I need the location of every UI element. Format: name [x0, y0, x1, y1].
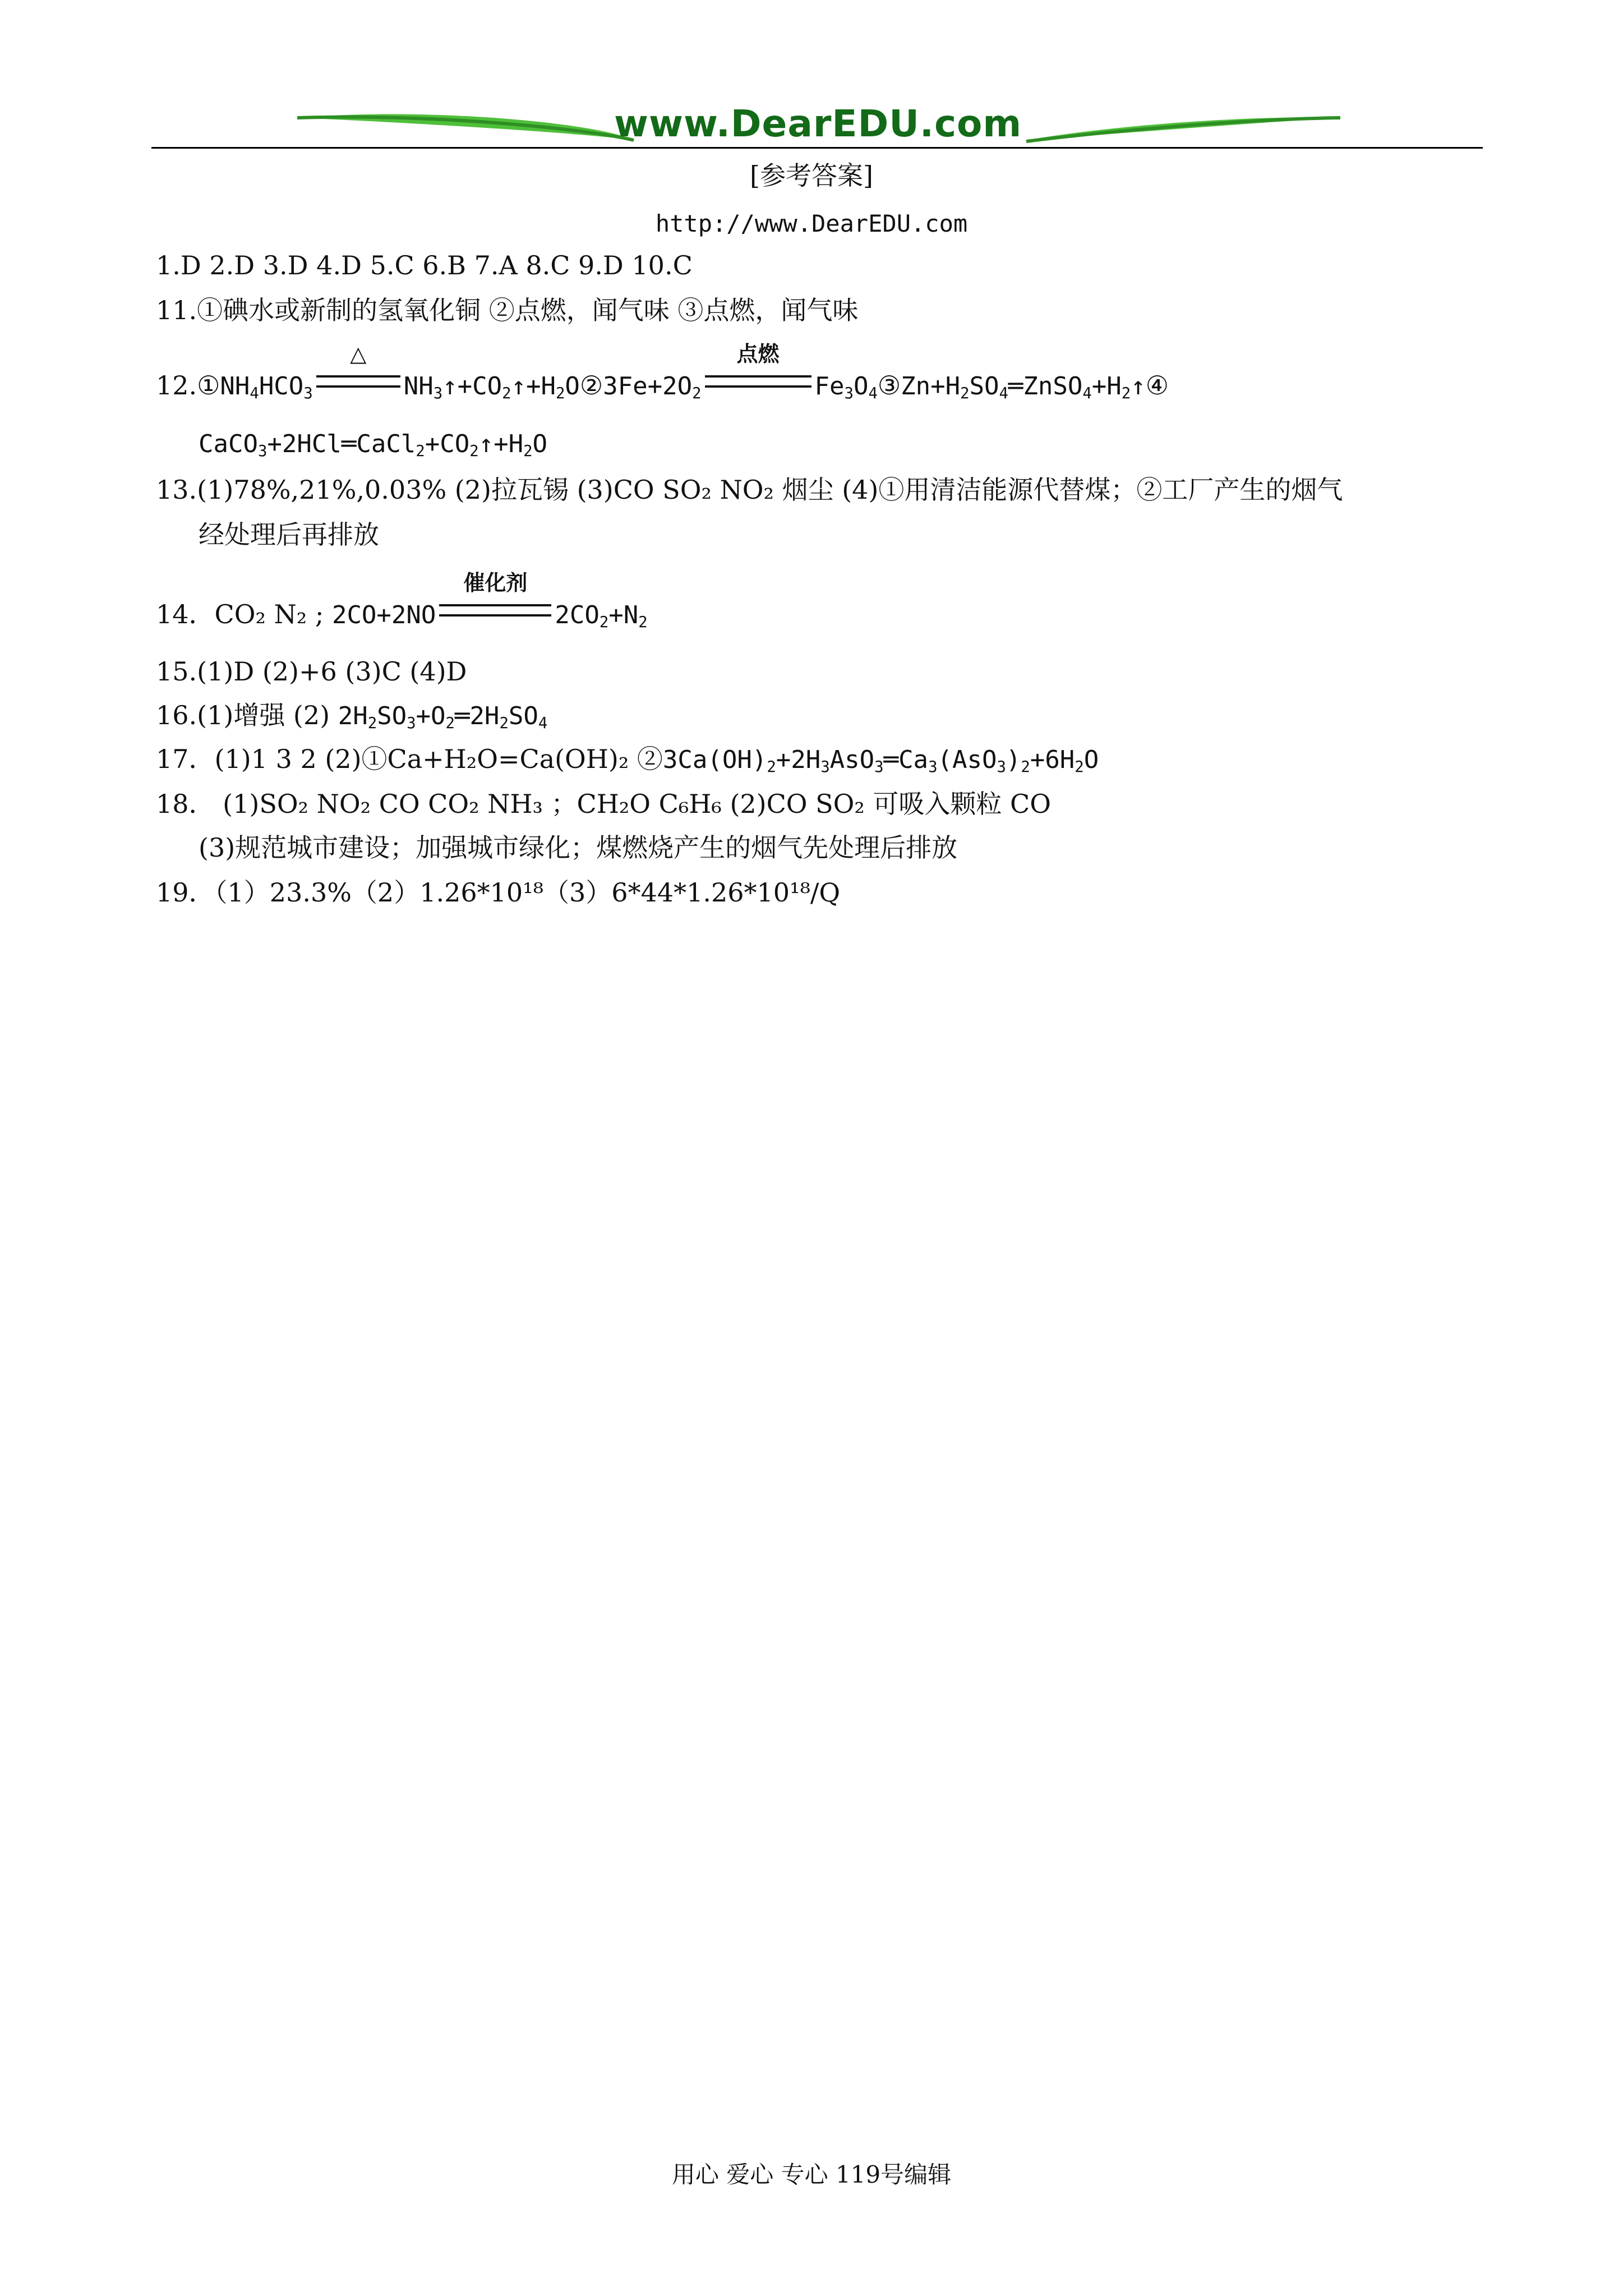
- page-title: [参考答案]: [750, 160, 873, 191]
- equation-fe-o2: $3Fe+2O_2$ 点燃 $Fe_3O_4$: [603, 342, 878, 402]
- equation-co-no: 2CO+2NO 催化剂 $2CO_2+N_2$: [331, 570, 648, 631]
- q14-label: 14．CO₂ N₂ ;: [156, 599, 324, 629]
- site-logo: www.DearEDU.com: [614, 102, 1022, 145]
- equation-zn-h2so4: $Zn+H_2SO_4═ZnSO_4+H_2↑$: [901, 372, 1146, 402]
- answer-q13-line2: 经处理后再排放: [199, 519, 379, 550]
- equation-nh4hco3: $NH_4HCO_3$ △ $NH_3↑+CO_2↑+H_2O$: [220, 342, 580, 402]
- answer-q11: 11.①碘水或新制的氢氧化铜 ②点燃，闻气味 ③点燃，闻气味: [156, 295, 859, 325]
- q16-label: 16.(1)增强 (2): [156, 700, 330, 730]
- answer-q13-line1: 13.(1)78%,21%,0.03% (2)拉瓦锡 (3)CO SO₂ NO₂ 烟尘 (4)①用清洁能源代替煤；②工厂产生的烟气: [156, 475, 1343, 505]
- right-swoosh-outline: [1026, 118, 1340, 141]
- catalyst-label: 催化剂: [463, 570, 528, 595]
- q12-circle-1: ①: [197, 370, 220, 401]
- header-divider: [151, 147, 1483, 149]
- delta-symbol: △: [350, 342, 367, 366]
- condition-heat: [313, 342, 404, 402]
- answer-q19: 19．（1）23.3%（2）1.26*10¹⁸（3）6*44*1.26*10¹⁸/Q: [156, 877, 841, 908]
- condition-catalyst: [436, 570, 555, 631]
- q17-label: 17．(1)1 3 2 (2)①Ca+H₂O=Ca(OH)₂ ②: [156, 744, 663, 774]
- answer-q16: [156, 700, 547, 731]
- site-url: http://www.DearEDU.com: [655, 210, 968, 237]
- answer-q18-line2: (3)规范城市建设；加强城市绿化；煤燃烧产生的烟气先处理后排放: [199, 832, 958, 863]
- equation-caoh2-h3aso3: $3Ca(OH)_2+2H_3AsO_3═Ca_3(AsO_3)_2+6H_2O$: [662, 746, 1099, 776]
- q12-circle-2: ②: [579, 370, 603, 401]
- answer-q15: 15.(1)D (2)+6 (3)C (4)D: [156, 656, 467, 687]
- answer-q1-10: 1.D 2.D 3.D 4.D 5.C 6.B 7.A 8.C 9.D 10.C: [156, 250, 693, 280]
- q12-label: 12.: [156, 370, 197, 401]
- q12-circle-3: ③: [877, 370, 901, 401]
- equation-h2so3-o2: $2H_2SO_3+O_2═2H_2SO_4$: [338, 702, 548, 732]
- equation-caco3-hcl: $CaCO_3+2HCl═CaCl_2+CO_2↑+H_2O$: [199, 430, 548, 460]
- answer-q17: [156, 744, 1099, 775]
- page-footer: 用心 爱心 专心 119号编辑: [671, 2161, 952, 2188]
- q12-circle-4: ④: [1145, 370, 1169, 401]
- answer-q14: [156, 570, 648, 631]
- ignite-label: 点燃: [736, 342, 780, 366]
- answer-q12-line1: [156, 342, 1169, 402]
- condition-ignite: [702, 342, 815, 402]
- answer-q18-line1: 18． (1)SO₂ NO₂ CO CO₂ NH₃ ；CH₂O C₆H₆ (2)CO SO₂ 可吸入颗粒 CO: [156, 789, 1051, 819]
